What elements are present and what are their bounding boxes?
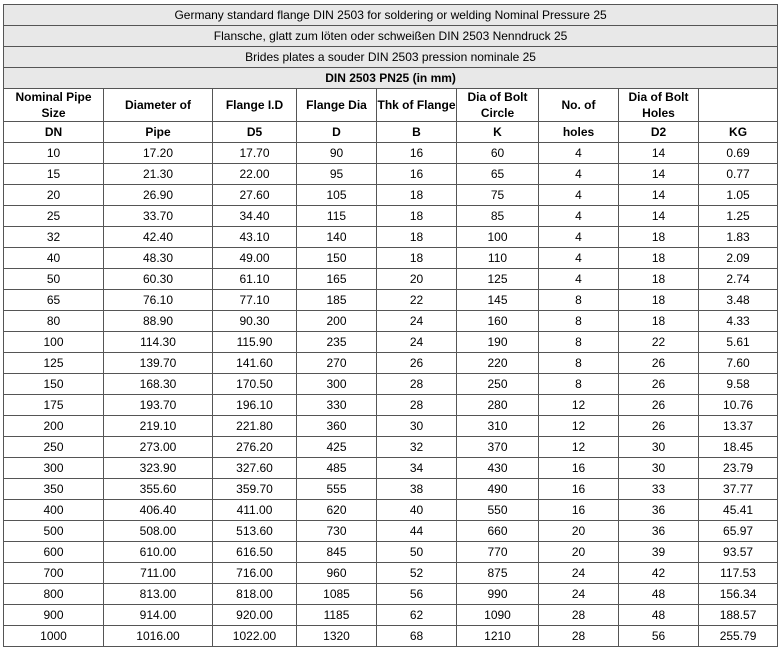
table-cell-8: 23.79	[699, 458, 778, 479]
table-row	[4, 353, 778, 374]
table-cell-1: 193.70	[104, 395, 213, 416]
table-cell-2: 61.10	[213, 269, 297, 290]
table-cell-6: 24	[539, 584, 619, 605]
table-cell-6: 16	[539, 458, 619, 479]
table-cell-8: 156.34	[699, 584, 778, 605]
table-cell-5: 430	[457, 458, 539, 479]
table-cell-3: 330	[297, 395, 377, 416]
table-cell-2: 170.50	[213, 374, 297, 395]
table-cell-6: 4	[539, 206, 619, 227]
header-row-labels	[4, 89, 778, 122]
table-cell-5: 550	[457, 500, 539, 521]
table-row	[4, 437, 778, 458]
table-cell-6: 8	[539, 353, 619, 374]
table-cell-5: 160	[457, 311, 539, 332]
table-cell-0: 65	[4, 290, 104, 311]
table-cell-1: 914.00	[104, 605, 213, 626]
table-cell-0: 80	[4, 311, 104, 332]
table-cell-0: 100	[4, 332, 104, 353]
table-row	[4, 479, 778, 500]
title-german: Flansche, glatt zum löten oder schweißen DIN 2503 Nenndruck 25	[4, 26, 778, 47]
table-cell-7: 18	[619, 227, 699, 248]
table-row	[4, 395, 778, 416]
table-row	[4, 269, 778, 290]
table-cell-7: 18	[619, 290, 699, 311]
table-cell-1: 219.10	[104, 416, 213, 437]
table-cell-3: 360	[297, 416, 377, 437]
table-cell-3: 105	[297, 185, 377, 206]
table-cell-8: 0.77	[699, 164, 778, 185]
table-cell-5: 280	[457, 395, 539, 416]
header-label-4: Thk of Flange	[377, 89, 457, 122]
table-cell-7: 18	[619, 311, 699, 332]
table-cell-0: 600	[4, 542, 104, 563]
table-cell-1: 813.00	[104, 584, 213, 605]
table-cell-2: 716.00	[213, 563, 297, 584]
table-cell-5: 370	[457, 437, 539, 458]
table-cell-4: 22	[377, 290, 457, 311]
table-cell-4: 56	[377, 584, 457, 605]
table-cell-7: 30	[619, 437, 699, 458]
table-cell-2: 276.20	[213, 437, 297, 458]
table-cell-3: 1320	[297, 626, 377, 647]
table-cell-4: 20	[377, 269, 457, 290]
table-row	[4, 290, 778, 311]
header-label-5: Dia of Bolt Circle	[457, 89, 539, 122]
table-cell-1: 1016.00	[104, 626, 213, 647]
table-cell-5: 990	[457, 584, 539, 605]
table-cell-1: 168.30	[104, 374, 213, 395]
table-cell-0: 250	[4, 437, 104, 458]
table-cell-4: 52	[377, 563, 457, 584]
table-cell-8: 0.69	[699, 143, 778, 164]
table-cell-6: 4	[539, 143, 619, 164]
table-cell-6: 12	[539, 437, 619, 458]
table-cell-8: 45.41	[699, 500, 778, 521]
table-cell-1: 48.30	[104, 248, 213, 269]
table-cell-4: 40	[377, 500, 457, 521]
table-cell-8: 117.53	[699, 563, 778, 584]
table-cell-7: 22	[619, 332, 699, 353]
table-cell-5: 220	[457, 353, 539, 374]
table-cell-7: 14	[619, 185, 699, 206]
table-cell-2: 616.50	[213, 542, 297, 563]
header-symbol-0: DN	[4, 122, 104, 143]
table-cell-0: 20	[4, 185, 104, 206]
table-cell-4: 16	[377, 164, 457, 185]
table-cell-4: 34	[377, 458, 457, 479]
table-cell-3: 150	[297, 248, 377, 269]
table-cell-6: 4	[539, 269, 619, 290]
table-cell-4: 50	[377, 542, 457, 563]
header-symbol-1: Pipe	[104, 122, 213, 143]
table-cell-6: 4	[539, 248, 619, 269]
table-cell-3: 845	[297, 542, 377, 563]
header-row-symbols	[4, 122, 778, 143]
table-cell-8: 93.57	[699, 542, 778, 563]
table-row	[4, 563, 778, 584]
table-cell-7: 18	[619, 248, 699, 269]
table-row	[4, 626, 778, 647]
table-cell-2: 141.60	[213, 353, 297, 374]
table-cell-4: 32	[377, 437, 457, 458]
header-label-6: No. of	[539, 89, 619, 122]
table-row	[4, 584, 778, 605]
header-label-0: Nominal Pipe Size	[4, 89, 104, 122]
header-symbol-2: D5	[213, 122, 297, 143]
table-cell-5: 60	[457, 143, 539, 164]
header-symbol-4: B	[377, 122, 457, 143]
table-cell-0: 200	[4, 416, 104, 437]
table-cell-8: 7.60	[699, 353, 778, 374]
table-cell-7: 26	[619, 395, 699, 416]
table-row	[4, 605, 778, 626]
table-cell-5: 1210	[457, 626, 539, 647]
table-cell-0: 300	[4, 458, 104, 479]
table-cell-0: 10	[4, 143, 104, 164]
table-cell-1: 33.70	[104, 206, 213, 227]
table-row	[4, 416, 778, 437]
table-cell-3: 1185	[297, 605, 377, 626]
table-cell-0: 400	[4, 500, 104, 521]
table-cell-7: 39	[619, 542, 699, 563]
flange-table	[3, 4, 778, 647]
header-symbol-3: D	[297, 122, 377, 143]
table-cell-6: 8	[539, 290, 619, 311]
table-cell-2: 221.80	[213, 416, 297, 437]
table-cell-4: 68	[377, 626, 457, 647]
table-cell-5: 1090	[457, 605, 539, 626]
table-cell-7: 36	[619, 521, 699, 542]
table-cell-2: 115.90	[213, 332, 297, 353]
table-cell-0: 350	[4, 479, 104, 500]
table-cell-1: 114.30	[104, 332, 213, 353]
table-cell-2: 27.60	[213, 185, 297, 206]
table-cell-5: 250	[457, 374, 539, 395]
header-label-7: Dia of Bolt Holes	[619, 89, 699, 122]
table-cell-7: 30	[619, 458, 699, 479]
table-cell-8: 9.58	[699, 374, 778, 395]
table-cell-4: 26	[377, 353, 457, 374]
table-cell-3: 200	[297, 311, 377, 332]
table-row	[4, 521, 778, 542]
table-cell-4: 30	[377, 416, 457, 437]
table-cell-0: 40	[4, 248, 104, 269]
table-cell-3: 185	[297, 290, 377, 311]
table-row	[4, 500, 778, 521]
table-cell-1: 355.60	[104, 479, 213, 500]
table-cell-5: 770	[457, 542, 539, 563]
table-cell-0: 800	[4, 584, 104, 605]
table-cell-7: 26	[619, 353, 699, 374]
table-cell-8: 1.83	[699, 227, 778, 248]
table-cell-3: 1085	[297, 584, 377, 605]
table-row	[4, 542, 778, 563]
table-cell-6: 20	[539, 542, 619, 563]
table-cell-4: 16	[377, 143, 457, 164]
table-cell-1: 406.40	[104, 500, 213, 521]
table-cell-0: 25	[4, 206, 104, 227]
table-cell-1: 508.00	[104, 521, 213, 542]
table-cell-3: 165	[297, 269, 377, 290]
table-cell-0: 15	[4, 164, 104, 185]
table-cell-4: 18	[377, 227, 457, 248]
table-cell-7: 14	[619, 164, 699, 185]
table-cell-6: 12	[539, 395, 619, 416]
table-cell-4: 44	[377, 521, 457, 542]
table-row	[4, 164, 778, 185]
table-cell-0: 50	[4, 269, 104, 290]
table-cell-2: 34.40	[213, 206, 297, 227]
table-cell-5: 85	[457, 206, 539, 227]
table-cell-0: 1000	[4, 626, 104, 647]
table-cell-7: 56	[619, 626, 699, 647]
table-cell-6: 4	[539, 227, 619, 248]
table-cell-8: 255.79	[699, 626, 778, 647]
table-cell-8: 2.09	[699, 248, 778, 269]
table-cell-4: 18	[377, 248, 457, 269]
table-row	[4, 143, 778, 164]
table-cell-6: 24	[539, 563, 619, 584]
table-cell-5: 125	[457, 269, 539, 290]
table-cell-1: 21.30	[104, 164, 213, 185]
table-cell-5: 100	[457, 227, 539, 248]
table-cell-7: 14	[619, 143, 699, 164]
table-title: DIN 2503 PN25 (in mm)	[4, 68, 778, 89]
table-cell-8: 2.74	[699, 269, 778, 290]
table-row	[4, 185, 778, 206]
table-cell-7: 48	[619, 584, 699, 605]
table-cell-3: 235	[297, 332, 377, 353]
table-cell-6: 20	[539, 521, 619, 542]
table-row	[4, 206, 778, 227]
table-row	[4, 227, 778, 248]
table-cell-6: 16	[539, 500, 619, 521]
table-cell-4: 28	[377, 395, 457, 416]
table-cell-1: 17.20	[104, 143, 213, 164]
table-cell-5: 65	[457, 164, 539, 185]
table-cell-6: 8	[539, 374, 619, 395]
table-cell-8: 188.57	[699, 605, 778, 626]
table-cell-6: 16	[539, 479, 619, 500]
table-cell-2: 49.00	[213, 248, 297, 269]
header-symbol-8: KG	[699, 122, 778, 143]
table-cell-3: 730	[297, 521, 377, 542]
table-cell-5: 875	[457, 563, 539, 584]
table-cell-2: 1022.00	[213, 626, 297, 647]
table-cell-2: 411.00	[213, 500, 297, 521]
table-cell-2: 43.10	[213, 227, 297, 248]
table-cell-2: 327.60	[213, 458, 297, 479]
table-cell-1: 26.90	[104, 185, 213, 206]
table-cell-3: 425	[297, 437, 377, 458]
table-cell-2: 920.00	[213, 605, 297, 626]
table-cell-1: 76.10	[104, 290, 213, 311]
table-cell-5: 660	[457, 521, 539, 542]
table-cell-0: 125	[4, 353, 104, 374]
table-cell-2: 90.30	[213, 311, 297, 332]
table-cell-2: 17.70	[213, 143, 297, 164]
table-cell-5: 75	[457, 185, 539, 206]
table-cell-3: 960	[297, 563, 377, 584]
table-cell-1: 273.00	[104, 437, 213, 458]
table-cell-7: 48	[619, 605, 699, 626]
table-cell-2: 359.70	[213, 479, 297, 500]
table-cell-3: 485	[297, 458, 377, 479]
table-cell-8: 1.05	[699, 185, 778, 206]
table-cell-2: 22.00	[213, 164, 297, 185]
header-label-8	[699, 89, 778, 122]
table-cell-5: 190	[457, 332, 539, 353]
table-cell-0: 500	[4, 521, 104, 542]
table-cell-7: 26	[619, 374, 699, 395]
table-cell-1: 88.90	[104, 311, 213, 332]
table-cell-3: 555	[297, 479, 377, 500]
table-cell-0: 32	[4, 227, 104, 248]
table-row	[4, 458, 778, 479]
table-cell-5: 310	[457, 416, 539, 437]
table-cell-8: 13.37	[699, 416, 778, 437]
table-cell-7: 42	[619, 563, 699, 584]
table-cell-2: 77.10	[213, 290, 297, 311]
table-cell-4: 28	[377, 374, 457, 395]
table-cell-8: 4.33	[699, 311, 778, 332]
table-row	[4, 374, 778, 395]
table-cell-5: 490	[457, 479, 539, 500]
table-cell-6: 4	[539, 164, 619, 185]
header-label-1: Diameter of	[104, 89, 213, 122]
table-cell-0: 150	[4, 374, 104, 395]
table-cell-0: 175	[4, 395, 104, 416]
table-cell-8: 37.77	[699, 479, 778, 500]
table-cell-4: 18	[377, 185, 457, 206]
table-cell-6: 4	[539, 185, 619, 206]
table-cell-6: 28	[539, 626, 619, 647]
table-cell-4: 24	[377, 311, 457, 332]
header-symbol-7: D2	[619, 122, 699, 143]
table-cell-7: 36	[619, 500, 699, 521]
table-cell-8: 18.45	[699, 437, 778, 458]
table-cell-5: 110	[457, 248, 539, 269]
table-cell-2: 513.60	[213, 521, 297, 542]
table-cell-1: 711.00	[104, 563, 213, 584]
table-cell-3: 140	[297, 227, 377, 248]
table-cell-3: 620	[297, 500, 377, 521]
table-cell-8: 5.61	[699, 332, 778, 353]
title-french: Brides plates a souder DIN 2503 pression nominale 25	[4, 47, 778, 68]
table-cell-4: 38	[377, 479, 457, 500]
table-cell-3: 90	[297, 143, 377, 164]
header-symbol-5: K	[457, 122, 539, 143]
table-cell-4: 24	[377, 332, 457, 353]
title-english: Germany standard flange DIN 2503 for soldering or welding Nominal Pressure 25	[4, 5, 778, 26]
header-symbol-6: holes	[539, 122, 619, 143]
table-cell-6: 28	[539, 605, 619, 626]
table-cell-1: 323.90	[104, 458, 213, 479]
header-label-3: Flange Dia	[297, 89, 377, 122]
table-cell-2: 818.00	[213, 584, 297, 605]
table-cell-6: 8	[539, 332, 619, 353]
table-cell-3: 270	[297, 353, 377, 374]
table-cell-1: 139.70	[104, 353, 213, 374]
table-cell-7: 26	[619, 416, 699, 437]
table-cell-5: 145	[457, 290, 539, 311]
table-cell-6: 8	[539, 311, 619, 332]
table-cell-1: 42.40	[104, 227, 213, 248]
table-cell-6: 12	[539, 416, 619, 437]
table-cell-8: 65.97	[699, 521, 778, 542]
table-cell-1: 60.30	[104, 269, 213, 290]
header-label-2: Flange I.D	[213, 89, 297, 122]
table-cell-3: 300	[297, 374, 377, 395]
table-cell-0: 900	[4, 605, 104, 626]
table-cell-4: 62	[377, 605, 457, 626]
table-cell-3: 115	[297, 206, 377, 227]
table-cell-4: 18	[377, 206, 457, 227]
table-cell-1: 610.00	[104, 542, 213, 563]
table-cell-3: 95	[297, 164, 377, 185]
table-row	[4, 332, 778, 353]
table-cell-0: 700	[4, 563, 104, 584]
table-cell-2: 196.10	[213, 395, 297, 416]
table-cell-8: 10.76	[699, 395, 778, 416]
table-row	[4, 311, 778, 332]
table-row	[4, 248, 778, 269]
table-cell-7: 33	[619, 479, 699, 500]
table-cell-7: 14	[619, 206, 699, 227]
table-cell-8: 3.48	[699, 290, 778, 311]
table-cell-8: 1.25	[699, 206, 778, 227]
table-cell-7: 18	[619, 269, 699, 290]
